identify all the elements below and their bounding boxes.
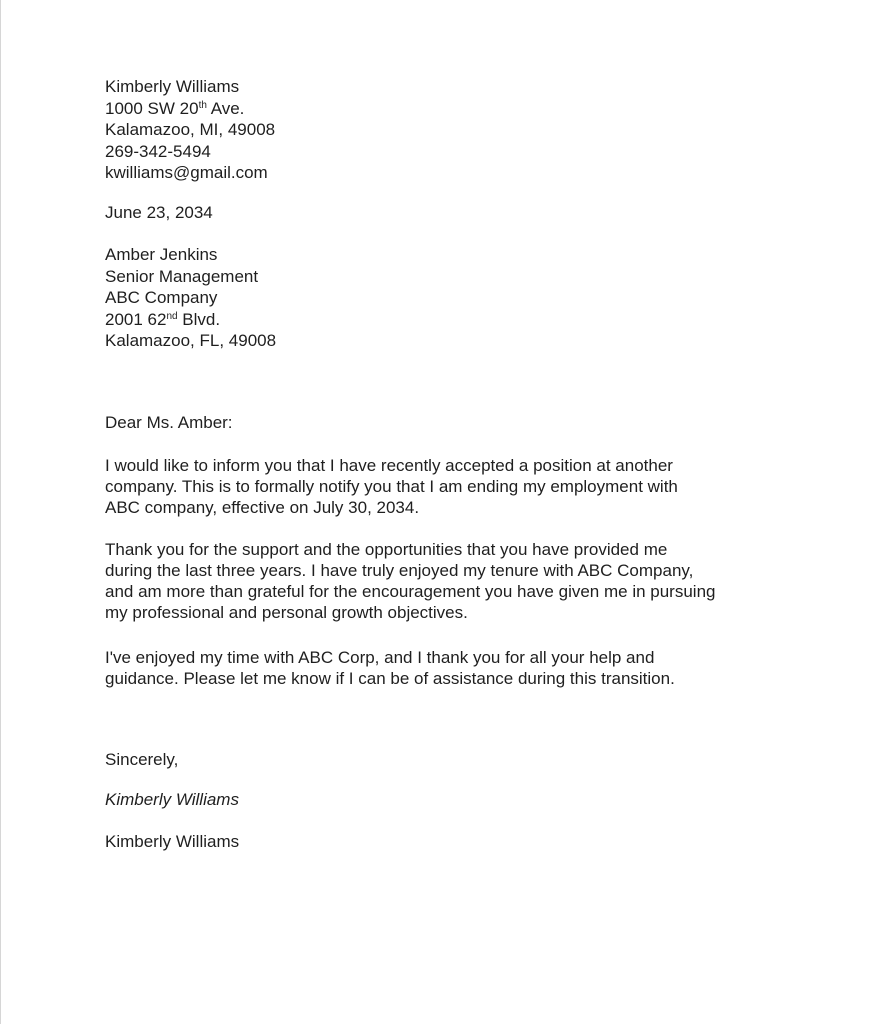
recipient-city-line: Kalamazoo, FL, 49008 <box>105 331 277 350</box>
sender-phone: 269-342-5494 <box>105 141 211 161</box>
body-paragraph-1 <box>105 455 678 518</box>
closing: Sincerely, <box>105 750 179 769</box>
paragraph-line: guidance. Please let me know if I can be of assistance during this transition. <box>105 669 675 688</box>
body-paragraph-3 <box>105 647 675 689</box>
letter-date-block <box>105 202 213 224</box>
paragraph-line: Thank you for the support and the opportunities that you have provided me <box>105 540 668 559</box>
paragraph-line: my professional and personal growth objectives. <box>105 603 468 622</box>
recipient-address-block <box>105 244 276 352</box>
salutation: Dear Ms. Amber: <box>105 413 233 432</box>
paragraph-line: I would like to inform you that I have recently accepted a position at another <box>105 456 673 475</box>
paragraph-line: during the last three years. I have truly enjoyed my tenure with ABC Company, <box>105 561 694 580</box>
letter-date: June 23, 2034 <box>105 203 213 222</box>
paragraph-line: I've enjoyed my time with ABC Corp, and I thank you for all your help and <box>105 648 655 667</box>
paragraph-line: ABC company, effective on July 30, 2034. <box>105 498 420 517</box>
recipient-company: ABC Company <box>105 288 218 307</box>
signature: Kimberly Williams <box>105 790 239 809</box>
sender-street: 1000 SW 20th Ave. <box>105 98 245 118</box>
printed-name: Kimberly Williams <box>105 832 240 851</box>
recipient-title: Senior Management <box>105 266 259 286</box>
sender-address-block <box>105 76 275 184</box>
body-paragraph-2 <box>105 539 715 623</box>
signature-block <box>105 789 239 811</box>
closing-block <box>105 749 178 771</box>
sender-city-line: Kalamazoo, MI, 49008 <box>105 120 276 139</box>
recipient-name: Amber Jenkins <box>105 245 218 264</box>
sender-name: Kimberly Williams <box>105 77 240 96</box>
printed-name-block <box>105 831 239 853</box>
sender-email: kwilliams@gmail.com <box>105 163 268 182</box>
recipient-street: 2001 62nd Blvd. <box>105 309 221 329</box>
paragraph-line: and am more than grateful for the encouragement you have given me in pursuing <box>105 582 716 601</box>
paragraph-line: company. This is to formally notify you that I am ending my employment with <box>105 477 678 496</box>
salutation-block <box>105 412 233 434</box>
